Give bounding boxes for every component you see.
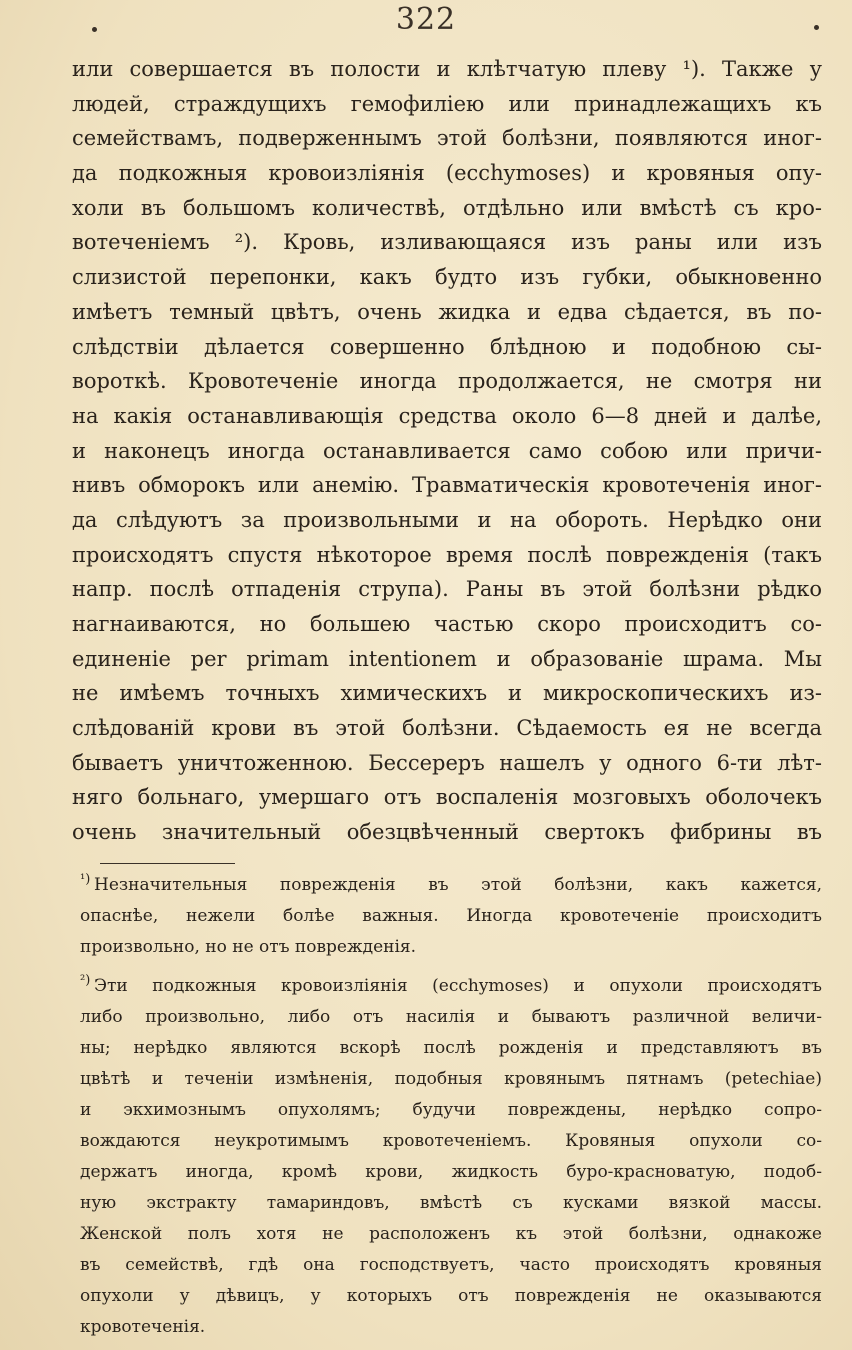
footnote-marker: ²) — [80, 973, 91, 988]
text-line: единеніе per primam intentionem и образованіе шрама. Мы — [72, 646, 822, 671]
text-line: да слѣдуютъ за произвольными и на обороть. Нерѣдко они — [72, 507, 822, 532]
text-line: да подкожныя кровоизліянія (ecchymoses) и кровяныя опу- — [72, 161, 822, 186]
text-line: вотеченіемъ ²). Кровь, изливающаяся изъ раны или изъ — [72, 230, 822, 255]
text-line: людей, страждущихъ гемофиліею или принадлежащихъ къ — [72, 91, 822, 116]
footnotes — [80, 870, 822, 1343]
text-line: нивъ обморокъ или анемію. Травматическія кровотеченія иног- — [72, 473, 822, 498]
footnote-line: Женской полъ хотя не расположенъ къ этой болѣзни, однакоже — [80, 1224, 822, 1244]
footnote-line: цвѣтѣ и теченіи измѣненія, подобныя кровянымъ пятнамъ (petechiae) — [80, 1069, 822, 1089]
footnote-line: ную экстракту тамариндовъ, вмѣстѣ съ кусками вязкой массы. — [80, 1193, 822, 1213]
footnote-line: и экхимознымъ опухолямъ; будучи повреждены, нерѣдко сопро- — [80, 1100, 822, 1120]
footnote-1 — [80, 870, 822, 963]
text-line: холи въ большомъ количествѣ, отдѣльно или вмѣстѣ съ кро- — [72, 195, 822, 220]
page-number: 322 — [395, 2, 457, 37]
text-line: происходятъ спустя нѣкоторое время послѣ поврежденія (такъ — [72, 542, 822, 567]
text-line: не имѣемъ точныхъ химическихъ и микроскопическихъ из- — [72, 681, 822, 706]
text-line: слизистой перепонки, какъ будто изъ губки, обыкновенно — [72, 265, 822, 290]
text-line: нагнаиваются, но большею частью скоро происходитъ со- — [72, 612, 822, 636]
text-line: семействамъ, подверженнымъ этой болѣзни, появляются иног- — [72, 126, 822, 151]
footnote-line: въ семействѣ, гдѣ она господствуетъ, часто происходятъ кровяныя — [80, 1255, 822, 1275]
footnote-line: либо произвольно, либо отъ насилія и бываютъ различной величи- — [80, 1007, 822, 1027]
text-line: или совершается въ полости и клѣтчатую плеву ¹). Также у — [72, 57, 822, 81]
footnote-line: кровотеченія. — [80, 1317, 206, 1337]
footnote-2 — [80, 971, 822, 1343]
text-line: слѣдованій крови въ этой болѣзни. Сѣдаемость ея не всегда — [72, 716, 822, 741]
footnote-line: вождаются неукротимымъ кровотеченіемъ. Кровяныя опухоли со- — [80, 1131, 822, 1151]
footnote-line: опаснѣе, нежели болѣе важныя. Иногда кровотеченіе происходитъ — [80, 906, 822, 926]
footnote-line: Незначительныя поврежденія въ этой болѣзни, какъ кажется, — [94, 875, 822, 895]
text-line: слѣдствіи дѣлается совершенно блѣдною и подобною сы- — [72, 334, 822, 359]
text-line: на какія останавливающія средства около 6—8 дней и далѣе, — [72, 403, 822, 428]
text-line: напр. послѣ отпаденія струпа). Раны въ этой болѣзни рѣдко — [72, 577, 822, 602]
main-text — [72, 52, 822, 850]
text-line: имѣетъ темный цвѣтъ, очень жидка и едва сѣдается, въ по- — [72, 299, 822, 324]
text-line: вороткѣ. Кровотеченіе иногда продолжается, не смотря ни — [72, 369, 822, 394]
text-line: и наконецъ иногда останавливается само собою или причи- — [72, 438, 822, 463]
text-line: няго больнаго, умершаго отъ воспаленія мозговыхъ оболочекъ — [72, 785, 822, 810]
footnote-line: Эти подкожныя кровоизліянія (ecchymoses) и опухоли происходятъ — [94, 976, 822, 996]
text-line: очень значительный обезцвѣченный свертокъ фибрины въ — [72, 820, 822, 845]
footnote-line: держатъ иногда, кромѣ крови, жидкость буро-красноватую, подоб- — [80, 1162, 822, 1182]
footnote-marker: ¹) — [80, 872, 91, 887]
footnote-line: произвольно, но не отъ поврежденія. — [80, 937, 417, 957]
footnote-separator — [100, 863, 235, 864]
text-line: бываетъ уничтоженною. Бессереръ нашелъ у одного 6-ти лѣт- — [72, 750, 822, 775]
footnote-line: опухоли у дѣвицъ, у которыхъ отъ поврежденія не оказываются — [80, 1286, 822, 1306]
footnote-line: ны; нерѣдко являются вскорѣ послѣ рожденія и представляютъ въ — [80, 1038, 822, 1058]
